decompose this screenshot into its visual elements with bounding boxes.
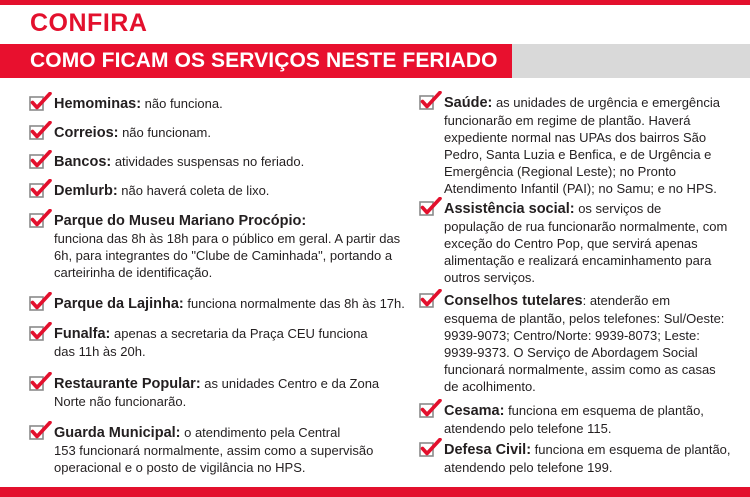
service-name: Demlurb: [54, 183, 118, 199]
checkmark-icon [28, 372, 52, 392]
service-detail-line: carteirinha de identificação. [54, 265, 213, 280]
banner-title-bold: NESTE FERIADO [325, 49, 498, 72]
service-item [28, 424, 373, 476]
service-item [28, 153, 304, 171]
service-status: as unidades de urgência e emergência [492, 95, 720, 110]
checkmark-icon [28, 322, 52, 342]
service-item [28, 124, 211, 142]
service-name: Bancos: [54, 154, 112, 170]
service-detail-line: outros serviços. [444, 270, 536, 285]
checkmark-icon [418, 289, 442, 309]
checkmark-icon [28, 121, 52, 141]
service-text [418, 441, 731, 476]
checkmark-icon [28, 292, 52, 312]
service-detail-line: das 11h às 20h. [54, 344, 146, 359]
service-item [418, 94, 720, 197]
service-name: Defesa Civil: [444, 442, 532, 458]
top-accent-bar [0, 0, 750, 5]
banner-title [30, 44, 498, 78]
service-name: Conselhos tutelares [444, 293, 583, 309]
checkmark-icon [418, 399, 442, 419]
service-name: Parque do Museu Mariano Procópio: [54, 213, 307, 229]
checkmark-icon [418, 197, 442, 217]
service-status: não funciona. [141, 96, 223, 111]
service-detail-line: expediente normal nas UPAs dos bairros São [444, 130, 707, 145]
checkmark-icon [28, 421, 52, 441]
service-status: não funcionam. [118, 125, 211, 140]
service-detail-line: funcionarão em regime de plantão. Haverá [444, 113, 691, 128]
checkmark-icon [418, 438, 442, 458]
service-detail-line: operacional e o posto de vigilância no HPS. [54, 460, 306, 475]
banner-gray [512, 44, 750, 78]
service-item [418, 200, 727, 286]
checkmark-icon [28, 150, 52, 170]
service-name: Assistência social: [444, 201, 575, 217]
service-name: Hemominas: [54, 96, 142, 112]
checkmark-icon [28, 209, 52, 229]
service-item [28, 325, 368, 360]
service-text [418, 402, 704, 437]
service-item [418, 292, 724, 395]
kicker-title: CONFIRA [30, 9, 148, 37]
service-name: Saúde: [444, 95, 493, 111]
service-text [28, 424, 373, 476]
service-detail-line: Atendimento Infantil (PAI); no Samu; e no HPS. [444, 181, 717, 196]
service-detail-line: atendendo pelo telefone 199. [444, 460, 613, 475]
service-item [28, 375, 379, 410]
service-detail-line: 153 funcionará normalmente, assim como a supervisão [54, 443, 374, 458]
service-status: atividades suspensas no feriado. [111, 154, 305, 169]
service-text [28, 95, 223, 113]
service-detail-line: funcionará normalmente, assim como as casas [444, 362, 716, 377]
service-name: Guarda Municipal: [54, 425, 181, 441]
service-text [418, 200, 727, 286]
service-text [418, 292, 724, 395]
service-item [418, 402, 704, 437]
banner-title-prefix: COMO FICAM OS SERVIÇOS [30, 49, 326, 72]
service-detail-line: de acolhimento. [444, 379, 536, 394]
service-status: o atendimento pela Central [180, 425, 341, 440]
service-name: Funalfa: [54, 326, 111, 342]
service-item [28, 295, 405, 313]
service-status: os serviços de [574, 201, 662, 216]
service-status: as unidades Centro e da Zona [200, 376, 380, 391]
checkmark-icon [418, 91, 442, 111]
service-text [28, 295, 405, 313]
service-status: não haverá coleta de lixo. [117, 183, 270, 198]
service-text [28, 124, 211, 142]
service-detail-line: exceção do Centro Pop, que servirá apenas [444, 236, 698, 251]
service-status: funciona normalmente das 8h às 17h. [183, 296, 405, 311]
service-detail-line: 9939-9073; Centro/Norte: 9939-8073; Leste: [444, 328, 700, 343]
service-status: : atenderão em [582, 293, 671, 308]
checkmark-icon [28, 92, 52, 112]
service-status: apenas a secretaria da Praça CEU funciona [110, 326, 368, 341]
service-item [418, 441, 731, 476]
service-text [418, 94, 720, 197]
service-text [28, 212, 400, 281]
service-name: Cesama: [444, 403, 505, 419]
bottom-accent-bar [0, 487, 750, 497]
service-text [28, 153, 304, 171]
service-detail-line: esquema de plantão, pelos telefones: Sul/Oeste: [444, 311, 725, 326]
service-detail-line: Pedro, Santa Luzia e Benfica, e de Urgência e [444, 147, 712, 162]
service-text [28, 325, 368, 360]
service-detail-line: população de rua funcionarão normalmente, com [444, 219, 728, 234]
service-item [28, 95, 223, 113]
service-name: Parque da Lajinha: [54, 296, 184, 312]
service-text [28, 182, 269, 200]
service-text [28, 375, 379, 410]
service-status: funciona em esquema de plantão, [531, 442, 731, 457]
service-item [28, 182, 269, 200]
service-name: Correios: [54, 125, 119, 141]
service-detail-line: 6h, para integrantes do "Clube de Caminhada", portando a [54, 248, 393, 263]
service-item [28, 212, 400, 281]
checkmark-icon [28, 179, 52, 199]
service-detail-line: funciona das 8h às 18h para o público em geral. A partir das [54, 231, 401, 246]
service-status: funciona em esquema de plantão, [504, 403, 704, 418]
service-name: Restaurante Popular: [54, 376, 201, 392]
service-detail-line: 9939-9373. O Serviço de Abordagem Social [444, 345, 698, 360]
service-detail-line: Emergência (Regional Leste); no Pronto [444, 164, 676, 179]
service-detail-line: Norte não funcionarão. [54, 394, 187, 409]
service-detail-line: atendendo pelo telefone 115. [444, 421, 612, 436]
service-detail-line: alimentação e realizará encaminhamento para [444, 253, 712, 268]
